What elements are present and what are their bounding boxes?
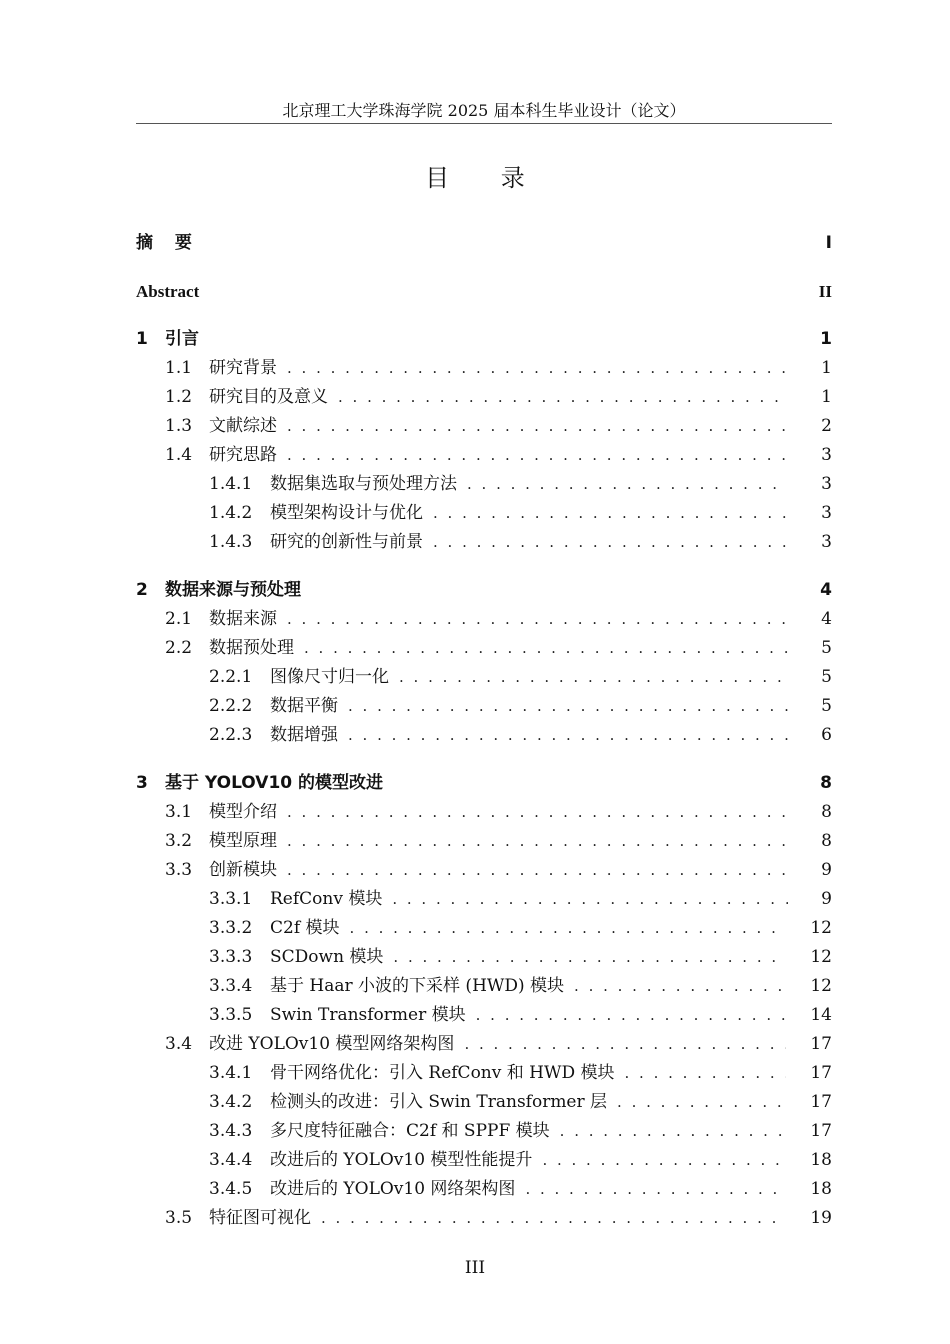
toc-entry-page: 12 <box>810 976 832 996</box>
toc-entry-title: 图像尺寸归一化 <box>270 667 389 687</box>
toc-entry-subsection-3-4-1[interactable] <box>136 1059 832 1088</box>
toc-entry-number: 1.2 <box>165 387 193 407</box>
toc-entry-subsection-3-4-4[interactable] <box>136 1146 832 1175</box>
page-header <box>136 98 832 124</box>
toc-entry-title: 骨干网络优化：引入 RefConv 和 HWD 模块 <box>270 1063 615 1083</box>
toc-entry-number: 3 <box>136 773 148 793</box>
toc-dot-leader <box>348 692 788 721</box>
toc-entry-page: 12 <box>810 918 832 938</box>
toc-entry-number: 2.2.2 <box>209 696 253 716</box>
toc-entry-number: 3.5 <box>165 1208 193 1228</box>
toc-entry-title: RefConv 模块 <box>270 889 383 909</box>
toc-entry-page: II <box>818 282 832 301</box>
toc-entry-number: 2.2.3 <box>209 725 253 745</box>
toc-dot-leader <box>287 827 788 856</box>
toc-dot-leader <box>542 1146 786 1175</box>
toc-entry-number: 3.4 <box>165 1034 193 1054</box>
toc-entry-title: SCDown 模块 <box>270 947 384 967</box>
toc-dot-leader <box>348 721 788 750</box>
toc-dot-leader <box>399 663 788 692</box>
toc-entry-number: 3.3.5 <box>209 1005 253 1025</box>
toc-title: 目 录 <box>425 164 547 192</box>
toc-entry-number: 3.4.4 <box>209 1150 253 1170</box>
toc-dot-leader <box>433 528 788 557</box>
toc-entry-title: 研究思路 <box>209 445 277 465</box>
toc-entry-number: 1.4.2 <box>209 503 253 523</box>
toc-entry-page: 9 <box>821 860 832 880</box>
toc-entry-section-3-5[interactable] <box>136 1204 832 1233</box>
toc-dot-leader <box>338 383 788 412</box>
toc-entry-title: 数据预处理 <box>209 638 294 658</box>
toc-entry-section-2-1[interactable] <box>136 605 832 634</box>
toc-entry-subsection-3-4-2[interactable] <box>136 1088 832 1117</box>
toc-entry-abstract-en[interactable] <box>136 277 832 306</box>
toc-entry-title: 模型介绍 <box>209 802 277 822</box>
toc-entry-number: 2.1 <box>165 609 193 629</box>
toc-entry-title: 研究背景 <box>209 358 277 378</box>
page-header-text: 北京理工大学珠海学院 2025 届本科生毕业设计（论文） <box>282 101 686 120</box>
toc-dot-leader <box>393 943 786 972</box>
toc-entry-number: 2.2.1 <box>209 667 253 687</box>
toc-entry-section-1-1[interactable] <box>136 354 832 383</box>
toc-dot-leader <box>304 634 788 663</box>
toc-entry-subsection-2-2-1[interactable] <box>136 663 832 692</box>
toc-entry-title: 数据来源 <box>209 609 277 629</box>
toc-entry-subsection-1-4-3[interactable] <box>136 528 832 557</box>
toc-entry-page: 2 <box>821 416 832 436</box>
toc-entry-number: 1.1 <box>165 358 193 378</box>
toc-entry-page: 4 <box>820 580 832 600</box>
toc-entry-title: 引言 <box>165 329 199 349</box>
toc-dot-leader <box>617 1088 786 1117</box>
toc-entry-subsection-2-2-2[interactable] <box>136 692 832 721</box>
toc-entry-title: 摘 要 <box>136 233 200 253</box>
table-of-contents <box>136 229 832 1233</box>
toc-entry-page: 18 <box>810 1150 832 1170</box>
toc-entry-section-3-3[interactable] <box>136 856 832 885</box>
toc-entry-page: 8 <box>821 831 832 851</box>
toc-dot-leader <box>525 1175 786 1204</box>
toc-entry-title: Abstract <box>136 282 200 301</box>
toc-entry-page: 17 <box>810 1034 832 1054</box>
toc-entry-number: 3.3.2 <box>209 918 253 938</box>
toc-entry-subsection-3-3-2[interactable] <box>136 914 832 943</box>
toc-entry-number: 3.3.3 <box>209 947 253 967</box>
toc-dot-leader <box>287 354 788 383</box>
toc-entry-subsection-3-3-1[interactable] <box>136 885 832 914</box>
toc-entry-page: 17 <box>810 1121 832 1141</box>
toc-entry-number: 1.3 <box>165 416 193 436</box>
toc-entry-title: C2f 模块 <box>270 918 340 938</box>
toc-entry-page: 5 <box>821 696 832 716</box>
toc-entry-number: 3.4.3 <box>209 1121 253 1141</box>
page-number-footer: III <box>464 1258 486 1278</box>
toc-entry-title: 改进 YOLOv10 模型网络架构图 <box>209 1034 455 1054</box>
toc-entry-page: 3 <box>821 503 832 523</box>
toc-entry-title: 特征图可视化 <box>209 1208 311 1228</box>
toc-entry-subsection-3-3-4[interactable] <box>136 972 832 1001</box>
toc-entry-number: 3.3.4 <box>209 976 253 996</box>
toc-entry-section-3-4[interactable] <box>136 1030 832 1059</box>
toc-entry-subsection-3-3-3[interactable] <box>136 943 832 972</box>
toc-entry-section-3-2[interactable] <box>136 827 832 856</box>
toc-entry-number: 2.2 <box>165 638 193 658</box>
toc-entry-section-1-2[interactable] <box>136 383 832 412</box>
toc-entry-number: 1.4.1 <box>209 474 253 494</box>
toc-entry-number: 2 <box>136 580 148 600</box>
toc-entry-section-2-2[interactable] <box>136 634 832 663</box>
toc-entry-number: 3.1 <box>165 802 193 822</box>
toc-entry-page: 3 <box>821 445 832 465</box>
toc-entry-title: 数据来源与预处理 <box>165 580 301 600</box>
toc-entry-page: 9 <box>821 889 832 909</box>
toc-entry-page: 1 <box>821 387 832 407</box>
toc-entry-subsection-1-4-2[interactable] <box>136 499 832 528</box>
toc-entry-title: 多尺度特征融合：C2f 和 SPPF 模块 <box>270 1121 550 1141</box>
toc-entry-number: 1.4.3 <box>209 532 253 552</box>
toc-entry-number: 3.4.2 <box>209 1092 253 1112</box>
toc-dot-leader <box>392 885 788 914</box>
toc-dot-leader <box>433 499 788 528</box>
toc-entry-subsection-3-4-5[interactable] <box>136 1175 832 1204</box>
toc-entry-title: 研究目的及意义 <box>209 387 328 407</box>
toc-entry-title: 基于 YOLOV10 的模型改进 <box>165 773 384 793</box>
toc-entry-page: 3 <box>821 474 832 494</box>
toc-entry-subsection-2-2-3[interactable] <box>136 721 832 750</box>
toc-entry-title: 文献综述 <box>209 416 277 436</box>
toc-entry-subsection-3-4-3[interactable] <box>136 1117 832 1146</box>
toc-dot-leader <box>321 1204 786 1233</box>
toc-dot-leader <box>287 441 788 470</box>
toc-entry-abstract-cn[interactable] <box>136 229 832 258</box>
toc-entry-page: 8 <box>821 802 832 822</box>
toc-entry-page: 1 <box>820 329 832 349</box>
toc-dot-leader <box>625 1059 787 1088</box>
toc-entry-page: 3 <box>821 532 832 552</box>
toc-entry-number: 3.3.1 <box>209 889 253 909</box>
toc-entry-section-1-4[interactable] <box>136 441 832 470</box>
toc-dot-leader <box>464 1030 786 1059</box>
toc-dot-leader <box>467 470 788 499</box>
toc-entry-number: 3.3 <box>165 860 193 880</box>
toc-entry-title: 模型原理 <box>209 831 277 851</box>
toc-dot-leader <box>574 972 786 1001</box>
toc-entry-page: I <box>825 233 832 253</box>
toc-dot-leader <box>476 1001 787 1030</box>
toc-dot-leader <box>350 914 787 943</box>
toc-entry-number: 3.4.1 <box>209 1063 253 1083</box>
toc-entry-title: 研究的创新性与前景 <box>270 532 423 552</box>
toc-entry-page: 1 <box>821 358 832 378</box>
toc-entry-chapter-2[interactable] <box>136 576 832 605</box>
toc-entry-title: 创新模块 <box>209 860 277 880</box>
toc-entry-subsection-1-4-1[interactable] <box>136 470 832 499</box>
toc-entry-page: 18 <box>810 1179 832 1199</box>
toc-entry-chapter-3[interactable] <box>136 769 832 798</box>
toc-entry-number: 1 <box>136 329 148 349</box>
toc-entry-title: 数据集选取与预处理方法 <box>270 474 457 494</box>
toc-dot-leader <box>287 412 788 441</box>
toc-entry-number: 3.2 <box>165 831 193 851</box>
toc-entry-number: 3.4.5 <box>209 1179 253 1199</box>
toc-entry-page: 12 <box>810 947 832 967</box>
toc-entry-title: 改进后的 YOLOv10 模型性能提升 <box>270 1150 533 1170</box>
toc-entry-page: 6 <box>821 725 832 745</box>
toc-entry-page: 14 <box>810 1005 832 1025</box>
toc-entry-title: 基于 Haar 小波的下采样 (HWD) 模块 <box>270 976 565 996</box>
toc-entry-page: 5 <box>821 667 832 687</box>
toc-dot-leader <box>287 798 788 827</box>
toc-entry-section-1-3[interactable] <box>136 412 832 441</box>
toc-entry-title: 数据平衡 <box>270 696 338 716</box>
toc-entry-title: 模型架构设计与优化 <box>270 503 423 523</box>
toc-entry-title: Swin Transformer 模块 <box>270 1005 466 1025</box>
toc-entry-subsection-3-3-5[interactable] <box>136 1001 832 1030</box>
toc-entry-section-3-1[interactable] <box>136 798 832 827</box>
toc-entry-page: 5 <box>821 638 832 658</box>
toc-entry-title: 数据增强 <box>270 725 338 745</box>
toc-dot-leader <box>287 856 788 885</box>
toc-entry-page: 17 <box>810 1092 832 1112</box>
toc-entry-number: 1.4 <box>165 445 193 465</box>
toc-entry-chapter-1[interactable] <box>136 325 832 354</box>
toc-entry-page: 19 <box>810 1208 832 1228</box>
toc-entry-page: 4 <box>821 609 832 629</box>
toc-dot-leader <box>287 605 788 634</box>
toc-dot-leader <box>560 1117 787 1146</box>
toc-entry-title: 改进后的 YOLOv10 网络架构图 <box>270 1179 516 1199</box>
toc-entry-page: 8 <box>820 773 832 793</box>
toc-entry-title: 检测头的改进：引入 Swin Transformer 层 <box>270 1092 608 1112</box>
toc-entry-page: 17 <box>810 1063 832 1083</box>
